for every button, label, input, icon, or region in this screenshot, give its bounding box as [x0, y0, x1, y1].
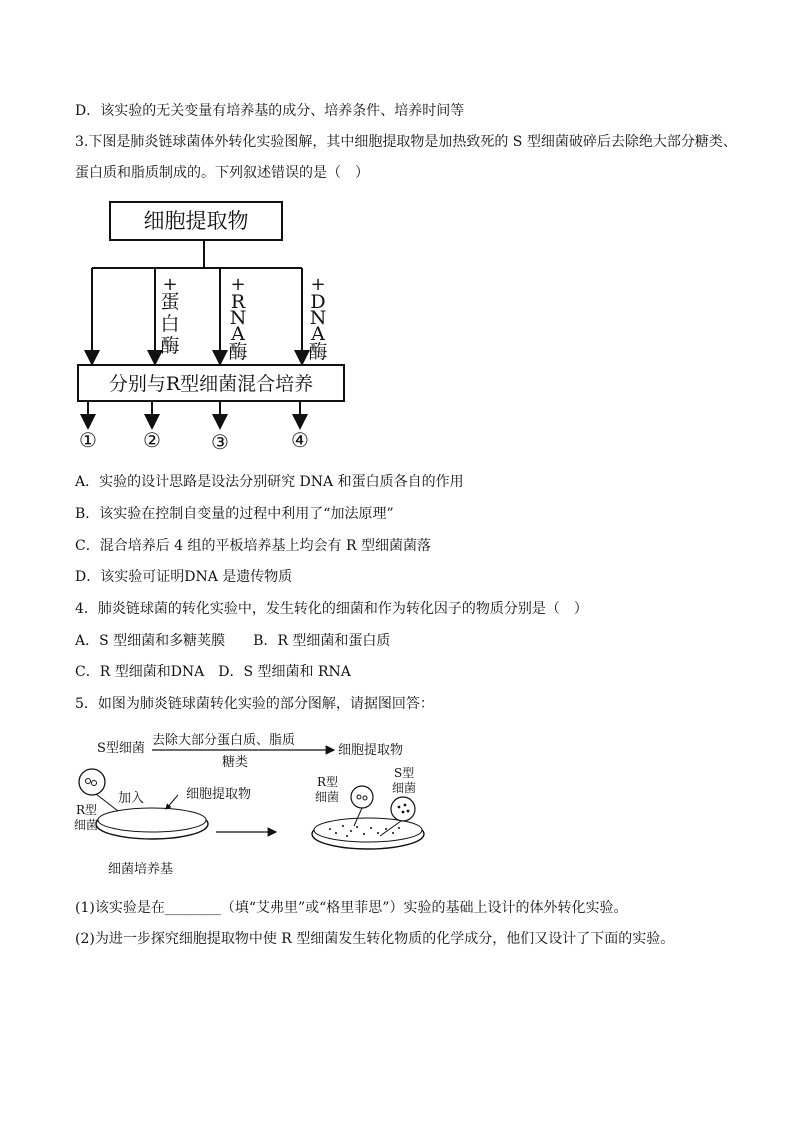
q5-sub1: (1)该实验是在________（填“艾弗里”或“格里菲思”）实验的基础上设计的体外转化实验。: [75, 900, 628, 916]
s-bacteria-right-line1: S型: [394, 766, 415, 780]
q4-options-row1: A．S 型细菌和多糖荚膜 B．R 型细菌和蛋白质: [75, 633, 391, 649]
rnase-char-4: 酶: [228, 341, 248, 363]
process-top-label: 去除大部分蛋白质、脂质: [152, 733, 296, 748]
protease-plus: +: [162, 274, 178, 295]
rnase-char-2: N: [229, 307, 247, 329]
dnase-char-3: A: [311, 323, 325, 345]
q2-option-d: D．该实验的无关变量有培养基的成分、培养条件、培养时间等: [75, 103, 465, 119]
q3-option-c: C．混合培养后 4 组的平板培养基上均会有 R 型细菌菌落: [75, 538, 431, 554]
mix-culture-label: 分别与R型细菌混合培养: [108, 373, 314, 395]
right-r-bacteria-zoom: [351, 786, 373, 808]
extract-box-label: 细胞提取物: [143, 209, 249, 233]
s-bacteria-right-line2: 细菌: [392, 781, 417, 795]
medium-label: 细菌培养基: [108, 862, 174, 877]
dnase-plus: +: [310, 274, 326, 295]
r-bacteria-right-line1: R型: [317, 775, 339, 789]
q5-diagram: [0, 725, 440, 885]
rnase-char-3: A: [231, 323, 245, 345]
s-bacteria-label: S型细菌: [97, 741, 145, 756]
group-3: ③: [211, 430, 229, 454]
q5-stem: 5．如图为肺炎链球菌转化实验的部分图解，请据图回答：: [75, 696, 434, 712]
process-bottom-label: 糖类: [222, 755, 249, 770]
q3-diagram: [0, 190, 400, 455]
group-2: ②: [143, 428, 161, 452]
q4-options-row2: C．R 型细菌和DNA D．S 型细菌和 RNA: [75, 664, 351, 680]
q3-stem-line2: 蛋白质和脂质制成的。下列叙述错误的是（ ）: [75, 165, 369, 181]
extract-result-label: 细胞提取物: [338, 743, 404, 758]
q3-option-d: D．该实验可证明DNA 是遗传物质: [75, 569, 293, 585]
dnase-char-1: D: [310, 291, 326, 313]
q3-stem-line1: 3.下图是肺炎链球菌体外转化实验图解，其中细胞提取物是加热致死的 S 型细菌破碎后去除绝大部分糖类、: [75, 134, 737, 150]
dnase-char-4: 酶: [308, 341, 328, 363]
q3-option-b: B．该实验在控制自变量的过程中利用了“加法原理”: [75, 506, 394, 522]
r-bacteria-left-line1: R型: [76, 803, 98, 817]
extract-add-label: 细胞提取物: [186, 787, 252, 802]
rnase-plus: +: [230, 274, 246, 295]
q3-option-a: A．实验的设计思路是设法分别研究 DNA 和蛋白质各自的作用: [75, 474, 464, 490]
q4-stem: 4．肺炎链球菌的转化实验中，发生转化的细菌和作为转化因子的物质分别是（ ）: [75, 601, 588, 617]
protease-char-3: 酶: [160, 335, 180, 357]
protease-char-2: 白: [160, 313, 180, 335]
rnase-char-1: R: [230, 291, 246, 313]
dnase-char-2: N: [309, 307, 327, 329]
add-label: 加入: [118, 791, 145, 806]
group-4: ④: [291, 428, 309, 452]
r-bacteria-right-line2: 细菌: [315, 790, 340, 804]
right-s-bacteria-zoom: [391, 797, 415, 821]
q5-sub2: (2)为进一步探究细胞提取物中使 R 型细菌发生转化物质的化学成分，他们又设计了下面的实验。: [75, 931, 675, 947]
group-1: ①: [79, 428, 97, 452]
r-bacteria-left-line2: 细菌: [74, 818, 99, 832]
protease-char-1: 蛋: [160, 291, 180, 313]
